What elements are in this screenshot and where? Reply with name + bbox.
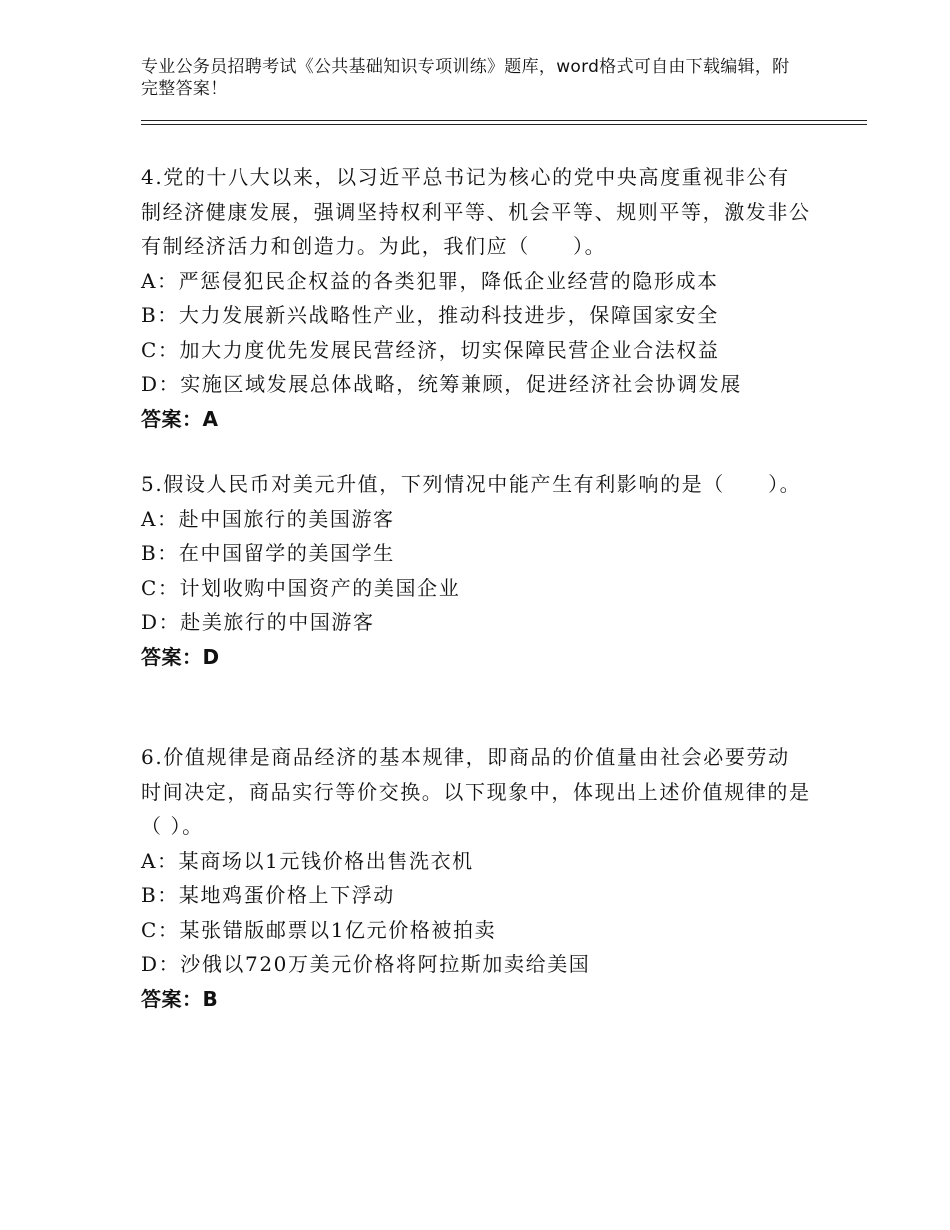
option-a: A：某商场以1元钱价格出售洗衣机 bbox=[141, 848, 474, 873]
answer-label: 答案：D bbox=[141, 644, 220, 669]
question-stem: 5.假设人民币对美元升值，下列情况中能产生有利影响的是（ ）。 bbox=[141, 472, 802, 496]
option-c: C：计划收购中国资产的美国企业 bbox=[141, 575, 461, 600]
header-rule-top bbox=[141, 120, 867, 121]
question-4 bbox=[141, 160, 811, 436]
option-d: D：实施区域发展总体战略，统筹兼顾，促进经济社会协调发展 bbox=[141, 372, 742, 396]
question-stem: 4.党的十八大以来，以习近平总书记为核心的党中央高度重视非公有制经济健康发展，强调坚持权利平等、机会平等、规则平等，激发非公有制经济活力和创造力。为此，我们应（ ）。 bbox=[141, 165, 811, 258]
option-d: D：赴美旅行的中国游客 bbox=[141, 610, 375, 634]
question-5 bbox=[141, 467, 811, 674]
option-c: C：加大力度优先发展民营经济，切实保障民营企业合法权益 bbox=[141, 337, 720, 362]
option-b: B：某地鸡蛋价格上下浮动 bbox=[141, 883, 395, 907]
option-a: A：赴中国旅行的美国游客 bbox=[141, 506, 395, 531]
option-a: A：严惩侵犯民企权益的各类犯罪，降低企业经营的隐形成本 bbox=[141, 268, 719, 293]
header-rule-bottom bbox=[141, 124, 867, 125]
option-b: B：大力发展新兴战略性产业，推动科技进步，保障国家安全 bbox=[141, 303, 719, 327]
question-stem: 6.价值规律是商品经济的基本规律，即商品的价值量由社会必要劳动时间决定，商品实行等价交换。以下现象中，体现出上述价值规律的是（ ）。 bbox=[141, 745, 811, 838]
option-b: B：在中国留学的美国学生 bbox=[141, 541, 395, 565]
answer-label: 答案：B bbox=[141, 986, 219, 1011]
question-6 bbox=[141, 740, 811, 1016]
answer-label: 答案：A bbox=[141, 406, 219, 431]
page-header: 专业公务员招聘考试《公共基础知识专项训练》题库，word格式可自由下载编辑，附完整答案！ bbox=[141, 57, 790, 99]
option-d: D：沙俄以720万美元价格将阿拉斯加卖给美国 bbox=[141, 952, 591, 976]
option-c: C：某张错版邮票以1亿元价格被拍卖 bbox=[141, 917, 497, 942]
